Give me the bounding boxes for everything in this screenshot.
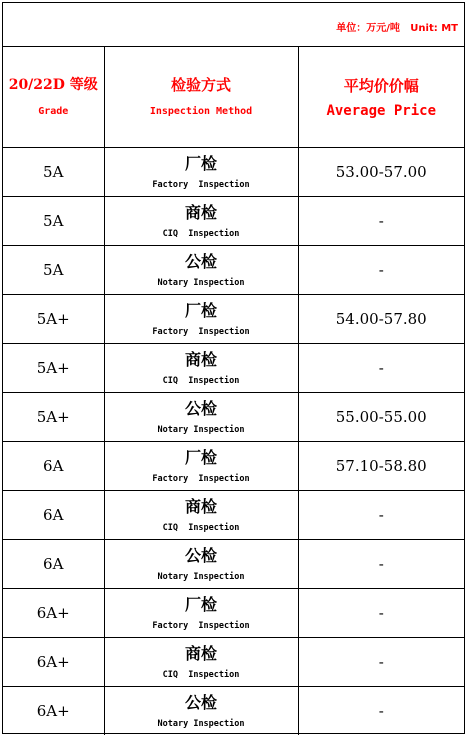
method-zh: 公检 [184, 398, 217, 418]
price-cell: - [298, 687, 464, 736]
grade-cell: 6A+ [3, 589, 104, 638]
grade-cell: 5A+ [3, 344, 104, 393]
method-cell [104, 148, 298, 197]
method-cell [104, 197, 298, 246]
method-en: Factory Inspection [152, 473, 250, 484]
grade-cell: 6A [3, 540, 104, 589]
method-cell [104, 344, 298, 393]
method-zh: 公检 [184, 251, 217, 271]
price-table [3, 47, 464, 735]
method-en: CIQ Inspection [162, 669, 240, 680]
table-row [3, 393, 464, 442]
table-row [3, 638, 464, 687]
price-cell: - [298, 540, 464, 589]
method-en: Factory Inspection [152, 620, 250, 631]
grade-cell: 5A+ [3, 295, 104, 344]
price-cell: 57.10-58.80 [298, 442, 464, 491]
method-zh: 商检 [184, 202, 217, 222]
price-cell: 54.00-57.80 [298, 295, 464, 344]
method-zh: 厂检 [184, 153, 217, 173]
price-cell: - [298, 197, 464, 246]
grade-cell: 6A+ [3, 687, 104, 736]
table-row [3, 148, 464, 197]
method-en: Factory Inspection [152, 179, 250, 190]
method-zh: 商检 [184, 349, 217, 369]
grade-cell: 6A [3, 442, 104, 491]
method-en: CIQ Inspection [162, 375, 240, 386]
price-cell: - [298, 589, 464, 638]
table-row [3, 589, 464, 638]
method-en: CIQ Inspection [162, 522, 240, 533]
price-cell: 55.00-55.00 [298, 393, 464, 442]
method-cell [104, 638, 298, 687]
method-header-en: Inspection Method [149, 106, 253, 117]
table-row [3, 344, 464, 393]
method-cell [104, 295, 298, 344]
method-en: Notary Inspection [157, 571, 245, 582]
method-zh: 厂检 [184, 300, 217, 320]
table-row [3, 540, 464, 589]
price-cell: - [298, 491, 464, 540]
price-header-zh: 平均价价幅 [343, 77, 419, 95]
price-header [298, 47, 464, 148]
price-cell: 53.00-57.00 [298, 148, 464, 197]
grade-header-en: Grade [38, 106, 69, 117]
method-en: Notary Inspection [157, 277, 245, 288]
method-en: Notary Inspection [157, 718, 245, 729]
method-cell [104, 246, 298, 295]
table-row [3, 295, 464, 344]
method-zh: 公检 [184, 692, 217, 712]
method-zh: 公检 [184, 545, 217, 565]
price-cell: - [298, 246, 464, 295]
method-cell [104, 491, 298, 540]
method-en: Factory Inspection [152, 326, 250, 337]
price-header-en: Average Price [326, 103, 437, 119]
unit-label: 单位：万元/吨 Unit: MT [336, 23, 458, 34]
method-cell [104, 687, 298, 736]
method-cell [104, 589, 298, 638]
method-zh: 商检 [184, 496, 217, 516]
grade-cell: 5A [3, 148, 104, 197]
price-cell: - [298, 638, 464, 687]
method-zh: 厂检 [184, 594, 217, 614]
method-header [104, 47, 298, 148]
method-zh: 商检 [184, 643, 217, 663]
method-cell [104, 393, 298, 442]
price-cell: - [298, 344, 464, 393]
table-row [3, 246, 464, 295]
table-header-row [3, 47, 464, 148]
table-row [3, 197, 464, 246]
method-en: CIQ Inspection [162, 228, 240, 239]
method-zh: 厂检 [184, 447, 217, 467]
method-header-zh: 检验方式 [170, 76, 231, 94]
method-cell [104, 540, 298, 589]
grade-cell: 6A [3, 491, 104, 540]
method-cell [104, 442, 298, 491]
grade-cell: 5A [3, 246, 104, 295]
table-row [3, 687, 464, 736]
grade-cell: 5A [3, 197, 104, 246]
table-row [3, 442, 464, 491]
grade-header-zh: 20/22D 等级 [8, 77, 98, 93]
price-table-sheet [2, 2, 465, 734]
grade-cell: 5A+ [3, 393, 104, 442]
method-en: Notary Inspection [157, 424, 245, 435]
unit-row [3, 3, 464, 47]
grade-header [3, 47, 104, 148]
grade-cell: 6A+ [3, 638, 104, 687]
table-row [3, 491, 464, 540]
